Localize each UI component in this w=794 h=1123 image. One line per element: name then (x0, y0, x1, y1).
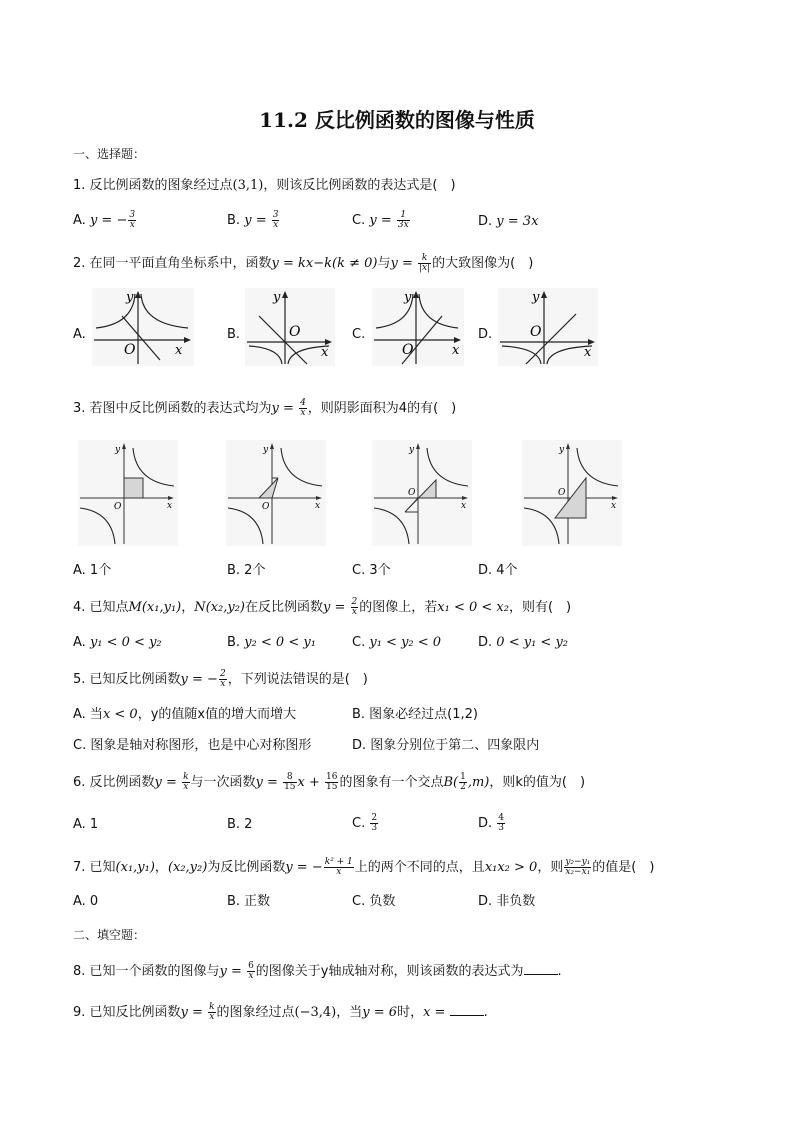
svg-text:y: y (532, 290, 540, 305)
question-6-stem: 6. 反比例函数y = $\frac{k}{x}$ 与一次函数y = $\frac{8}{15}$ x + $\frac{16}{15}$ 的图象有一个交点B( $\frac{1}{2}$ ,m)，则k的值为( ) (73, 772, 586, 792)
svg-text:O: O (530, 324, 542, 340)
question-2-option-c-label[interactable]: C. (352, 327, 366, 342)
question-5-option-c[interactable]: C. 图象是轴对称图形，也是中心对称图形 (73, 738, 312, 753)
question-2-option-d-label[interactable]: D. (478, 327, 493, 342)
svg-text:O: O (124, 342, 136, 358)
question-3-option-c[interactable]: C. 3个 (352, 563, 391, 578)
question-6-option-d[interactable]: D. $\frac{4}{3}$ (478, 813, 505, 833)
question-7-option-c[interactable]: C. 负数 (352, 894, 396, 909)
question-4-option-c[interactable]: C. y₁ < y₂ < 0 (352, 635, 442, 650)
svg-text:x: x (611, 501, 617, 511)
question-5-option-d[interactable]: D. 图象分别位于第二、四象限内 (352, 738, 540, 753)
question-3-figure-3[interactable] (372, 440, 472, 546)
question-5-option-b[interactable]: B. 图象必经过点(1,2) (352, 707, 479, 722)
question-8-stem: 8. 已知一个函数的图像与y = $\frac{6}{x}$ 的图像关于y轴成轴对称，则该函数的表达式为 . (73, 961, 562, 981)
question-2-stem: 2. 在同一平面直角坐标系中，函数y = kx−k(k ≠ 0)与y = $\frac{k}{|x|}$ 的大致图像为( ) (73, 253, 534, 273)
question-3-figure-4[interactable] (522, 440, 622, 546)
question-3-option-a[interactable]: A. 1个 (73, 563, 112, 578)
svg-text:y: y (404, 290, 412, 305)
question-2-figure-b[interactable] (245, 288, 335, 366)
question-3-option-b[interactable]: B. 2个 (227, 563, 266, 578)
answer-blank-8[interactable] (524, 962, 558, 975)
question-4-option-a[interactable]: A. y₁ < 0 < y₂ (73, 635, 162, 650)
question-7-option-d[interactable]: D. 非负数 (478, 894, 536, 909)
question-1-stem: 1. 反比例函数的图象经过点(3,1)，则该反比例函数的表达式是( ) (73, 178, 456, 193)
svg-text:O: O (262, 502, 270, 512)
question-2-option-a-label[interactable]: A. (73, 327, 86, 342)
svg-text:O: O (402, 342, 414, 358)
question-3-stem: 3. 若图中反比例函数的表达式均为y = $\frac{4}{x}$ ，则阴影面积为4的有( ) (73, 398, 457, 418)
svg-text:x: x (321, 345, 329, 360)
question-3-figure-2[interactable] (226, 440, 326, 546)
question-4-option-d[interactable]: D. 0 < y₁ < y₂ (478, 635, 568, 650)
svg-text:y: y (263, 445, 269, 455)
question-5-option-a[interactable]: A. 当x < 0，y的值随x值的增大而增大 (73, 707, 297, 722)
svg-text:x: x (584, 345, 592, 360)
question-6-option-c[interactable]: C. $\frac{2}{3}$ (352, 813, 378, 833)
question-6-option-b[interactable]: B. 2 (227, 817, 253, 832)
svg-text:y: y (409, 445, 415, 455)
question-4-option-b[interactable]: B. y₂ < 0 < y₁ (227, 635, 316, 650)
question-5-stem: 5. 已知反比例函数y = − $\frac{2}{x}$ ，下列说法错误的是( ) (73, 669, 368, 689)
svg-text:O: O (289, 324, 301, 340)
svg-text:y: y (126, 290, 134, 305)
question-7-stem: 7. 已知(x₁,y₁)，(x₂,y₂)为反比例函数y = − $\frac{\text{k² + 1}}{x}$ 上的两个不同的点，且x₁x₂ > 0，则 $\frac{\text{y₂−y₁}}{\text{x₂−x₁}}$ 的值是( ) (73, 857, 655, 877)
section-heading-choice: 一、选择题： (73, 147, 146, 161)
section-heading-fill: 二、填空题： (73, 928, 146, 942)
question-9-stem: 9. 已知反比例函数y = $\frac{k}{x}$ 的图象经过点(−3,4)，当y = 6时，x = . (73, 1002, 488, 1022)
question-3-figure-1[interactable] (78, 440, 178, 546)
question-2-figure-a[interactable] (92, 288, 194, 366)
svg-text:y: y (559, 445, 565, 455)
question-7-option-b[interactable]: B. 正数 (227, 894, 271, 909)
svg-text:y: y (273, 290, 281, 305)
question-1-option-a[interactable]: A. y = − $\frac{3}{x}$ (73, 210, 136, 230)
page-title: 11.2 反比例函数的图像与性质 (259, 108, 535, 132)
svg-text:x: x (175, 343, 183, 358)
answer-blank-9[interactable] (450, 1003, 484, 1016)
question-2-figure-d[interactable] (498, 288, 598, 366)
question-4-stem: 4. 已知点M(x₁,y₁)，N(x₂,y₂)在反比例函数y = $\frac{2}{x}$ 的图像上，若x₁ < 0 < x₂，则有( ) (73, 597, 572, 617)
question-7-option-a[interactable]: A. 0 (73, 894, 99, 909)
question-1-option-c[interactable]: C. y = $\frac{1}{3x}$ (352, 210, 409, 230)
svg-text:x: x (315, 501, 321, 511)
svg-text:O: O (408, 488, 416, 498)
svg-text:x: x (167, 501, 173, 511)
question-2-figure-c[interactable] (372, 288, 464, 366)
svg-text:x: x (452, 343, 460, 358)
question-2-option-b-label[interactable]: B. (227, 327, 241, 342)
svg-text:y: y (115, 445, 121, 455)
svg-text:O: O (114, 502, 122, 512)
svg-text:O: O (558, 488, 566, 498)
question-6-option-a[interactable]: A. 1 (73, 817, 99, 832)
question-3-option-d[interactable]: D. 4个 (478, 563, 518, 578)
question-1-option-b[interactable]: B. y = $\frac{3}{x}$ (227, 210, 279, 230)
question-1-option-d[interactable]: D. y = 3x (478, 214, 539, 229)
svg-text:x: x (461, 501, 467, 511)
